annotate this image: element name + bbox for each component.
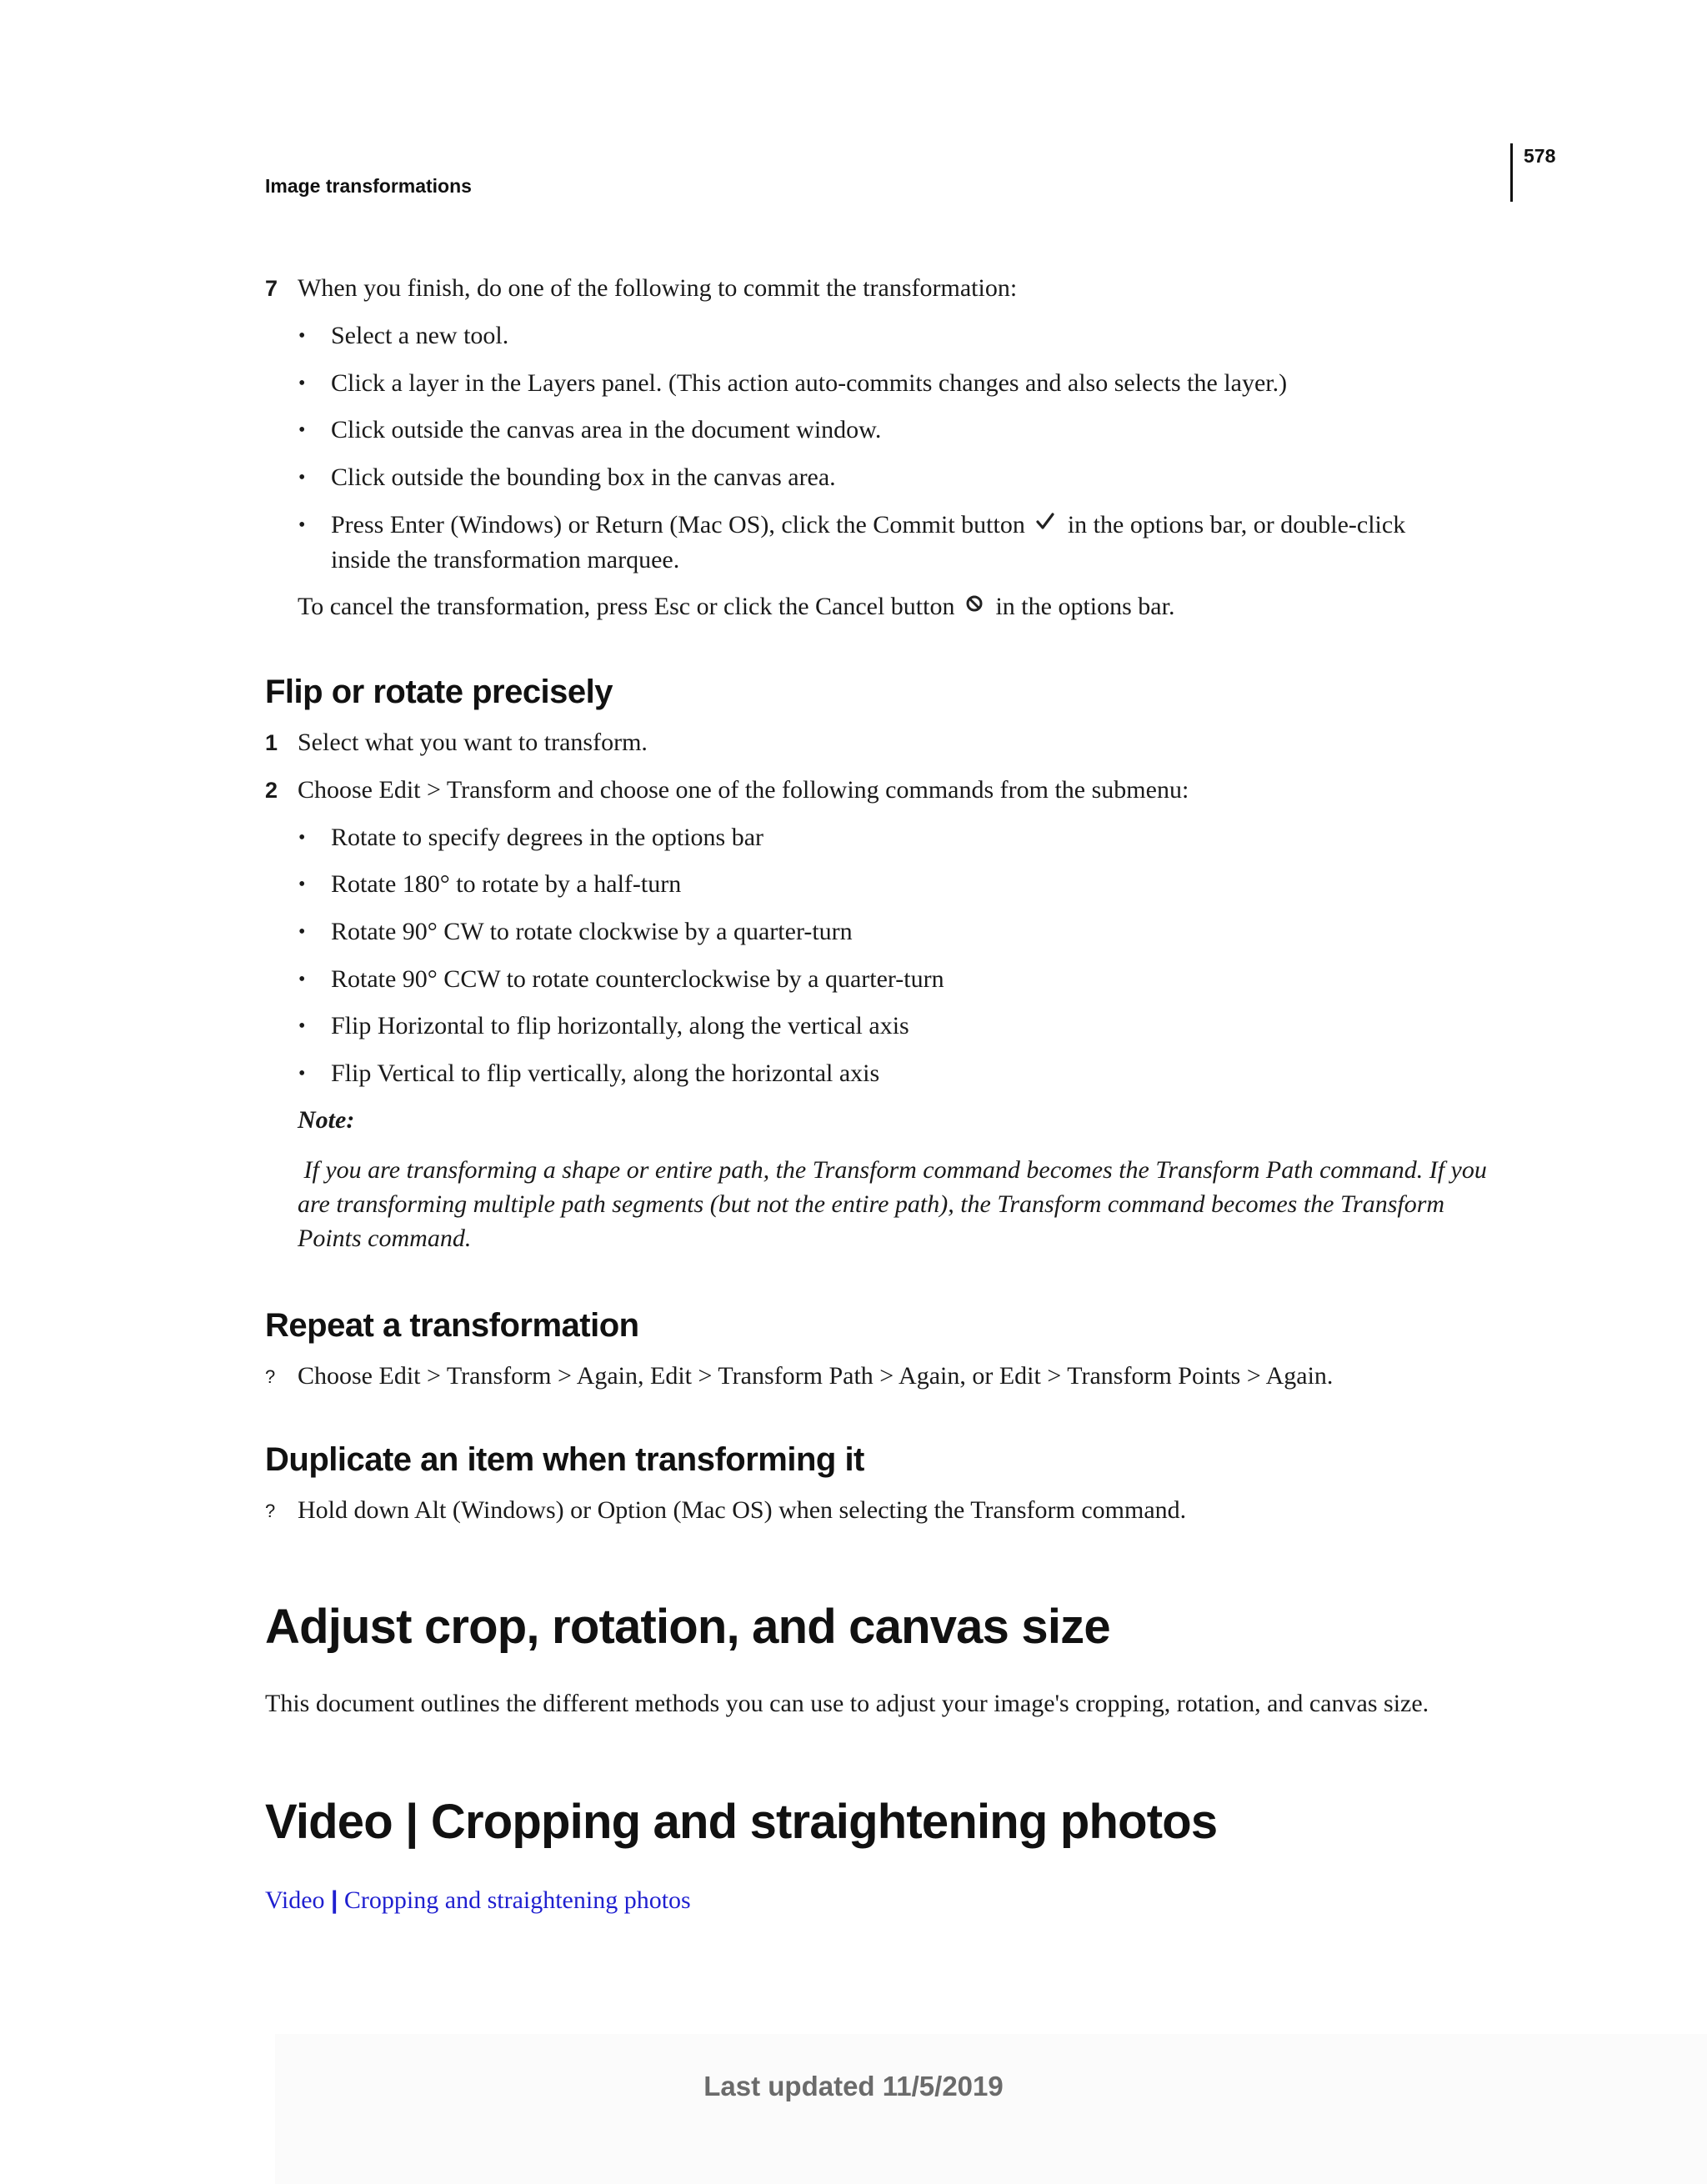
bullet-marker: • [298, 373, 306, 394]
list-item: Rotate 180° to rotate by a half-turn [331, 870, 682, 898]
cancel-icon [964, 590, 984, 624]
step-number: 1 [265, 730, 278, 755]
video-link[interactable] [265, 1884, 691, 1917]
list-item: Click a layer in the Layers panel. (This action auto-commits changes and also selects the layer.) [331, 369, 1288, 397]
step-number: 2 [265, 778, 278, 803]
step-text: When you finish, do one of the following to commit the transformation: [298, 274, 1018, 302]
note-line: If you are transforming a shape or entire path, the Transform command becomes the Transform Path command. If you [298, 1156, 1487, 1184]
list-item: Flip Horizontal to flip horizontally, along the vertical axis [331, 1012, 909, 1039]
bullet-marker: • [298, 874, 306, 895]
bullet-marker: • [298, 325, 306, 347]
list-marker: ? [265, 1366, 276, 1387]
header-rule [1510, 143, 1513, 202]
list-item: Rotate to specify degrees in the options bar [331, 824, 764, 851]
list-item-text: Press Enter (Windows) or Return (Mac OS), click the Commit button [331, 511, 1025, 538]
list-item: Click outside the bounding box in the canvas area. [331, 463, 836, 491]
step-text: Select what you want to transform. [298, 729, 648, 756]
checkmark-icon [1034, 508, 1056, 542]
bullet-marker: • [298, 921, 306, 943]
section-heading: Repeat a transformation [265, 1307, 639, 1344]
list-item: Select a new tool. [331, 322, 509, 349]
list-item: Click outside the canvas area in the document window. [331, 416, 882, 443]
running-header: Image transformations [265, 175, 472, 197]
cancel-text: To cancel the transformation, press Esc or click the Cancel button [298, 593, 955, 620]
cancel-instruction [298, 590, 1174, 624]
paragraph: This document outlines the different methods you can use to adjust your image's cropping, rotation, and canvas size. [265, 1690, 1429, 1717]
list-item: Flip Vertical to flip vertically, along the horizontal axis [331, 1059, 880, 1087]
step-text: Choose Edit > Transform and choose one of the following commands from the submenu: [298, 776, 1189, 804]
list-item-text: in the options bar, or double-click [1067, 511, 1406, 538]
bullet-marker: • [298, 969, 306, 990]
note-line: Points command. [298, 1225, 472, 1252]
note-line: are transforming multiple path segments (but not the entire path), the Transform command becomes the Transform [298, 1190, 1445, 1218]
cancel-text: in the options bar. [995, 593, 1175, 620]
list-marker: ? [265, 1500, 276, 1521]
topic-heading: Video | Cropping and straightening photos [265, 1795, 1218, 1849]
bullet-marker: • [298, 827, 306, 849]
list-item-continuation: inside the transformation marquee. [331, 546, 680, 574]
step-text: Hold down Alt (Windows) or Option (Mac OS) when selecting the Transform command. [298, 1496, 1187, 1524]
bullet-marker: • [298, 1063, 306, 1084]
footer-text: Last updated 11/5/2019 [703, 2071, 1004, 2101]
section-heading: Flip or rotate precisely [265, 674, 613, 710]
list-item-commit [331, 508, 1405, 542]
bullet-marker: • [298, 1015, 306, 1037]
link-text[interactable]: Cropping and straightening photos [343, 1886, 691, 1914]
note-label: Note: [298, 1106, 355, 1134]
step-number: 7 [265, 276, 278, 301]
bullet-marker: • [298, 514, 306, 536]
section-heading: Duplicate an item when transforming it [265, 1441, 864, 1478]
list-item: Rotate 90° CCW to rotate counterclockwise by a quarter-turn [331, 965, 944, 993]
footer-background [275, 2034, 1707, 2184]
step-text: Choose Edit > Transform > Again, Edit > Transform Path > Again, or Edit > Transform Points > Again. [298, 1362, 1334, 1390]
link-text[interactable]: Video [265, 1886, 325, 1914]
page-number: 578 [1524, 145, 1556, 167]
topic-heading: Adjust crop, rotation, and canvas size [265, 1600, 1110, 1654]
link-separator: | [331, 1886, 338, 1914]
list-item: Rotate 90° CW to rotate clockwise by a quarter-turn [331, 918, 853, 945]
bullet-marker: • [298, 419, 306, 441]
bullet-marker: • [298, 467, 306, 488]
